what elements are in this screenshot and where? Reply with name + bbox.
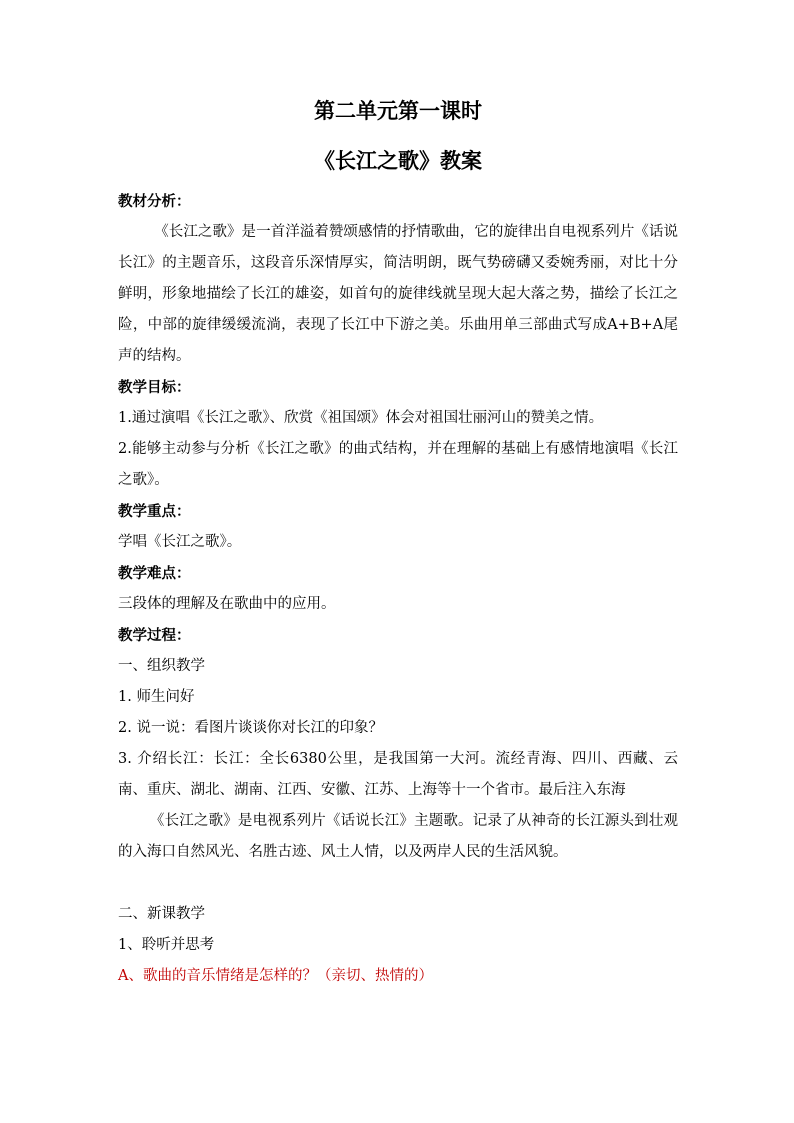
song-intro-paragraph: 《长江之歌》是电视系列片《话说长江》主题歌。记录了从神奇的长江源头到壮观的入海口自然风光、名胜古迹、风土人情，以及两岸人民的生活风貌。 — [118, 813, 678, 860]
key-point-text: 学唱《长江之歌》。 — [118, 534, 242, 550]
step-3: 3. 介绍长江：长江：全长6380公里，是我国第一大河。流经青海、四川、西藏、云南、重庆、湖北、湖南、江西、安徽、江苏、上海等十一个省市。最后注入东海 — [118, 751, 678, 798]
listen-title: 1、聆听并思考 — [118, 937, 215, 953]
goal-item-2: 2.能够主动参与分析《长江之歌》的曲式结构，并在理解的基础上有感情地演唱《长江之歌》。 — [118, 441, 678, 488]
document-content — [118, 98, 678, 992]
page-title: 第二单元第一课时 — [314, 98, 482, 123]
analysis-paragraph: 《长江之歌》是一首洋溢着赞颂感情的抒情歌曲，它的旋律出自电视系列片《话说长江》的主题音乐，这段音乐深情厚实，简洁明朗，既气势磅礴又委婉秀丽，对比十分鲜明，形象地描绘了长江的雄姿，如首句的旋律线就呈现大起大落之势，描绘了长江之险，中部的旋律缓缓流淌，表现了长江中下游之美。乐曲用单三部曲式写成A+B+A尾声的结构。 — [118, 224, 678, 364]
analysis-heading: 教材分析： — [118, 193, 191, 210]
goals-heading: 教学目标： — [118, 379, 191, 396]
part2-title: 二、新课教学 — [118, 906, 205, 922]
part1-title: 一、组织教学 — [118, 658, 205, 674]
difficulty-text: 三段体的理解及在歌曲中的应用。 — [118, 596, 336, 612]
question-a — [118, 961, 678, 992]
goal-item-1: 1.通过演唱《长江之歌》、欣赏《祖国颂》体会对祖国壮丽河山的赞美之情。 — [118, 410, 604, 426]
answer-a-text: （亲切、热情的） — [316, 968, 433, 984]
process-heading: 教学过程： — [118, 627, 191, 644]
difficulty-heading: 教学难点： — [118, 565, 191, 582]
question-a-text: A、歌曲的音乐情绪是怎样的？ — [118, 968, 317, 984]
blank-line — [118, 868, 678, 899]
page-subtitle: 《长江之歌》教案 — [314, 148, 482, 173]
key-point-heading: 教学重点： — [118, 503, 191, 520]
step-1: 1. 师生问好 — [118, 689, 195, 705]
step-2: 2. 说一说：看图片谈谈你对长江的印象？ — [118, 720, 383, 736]
